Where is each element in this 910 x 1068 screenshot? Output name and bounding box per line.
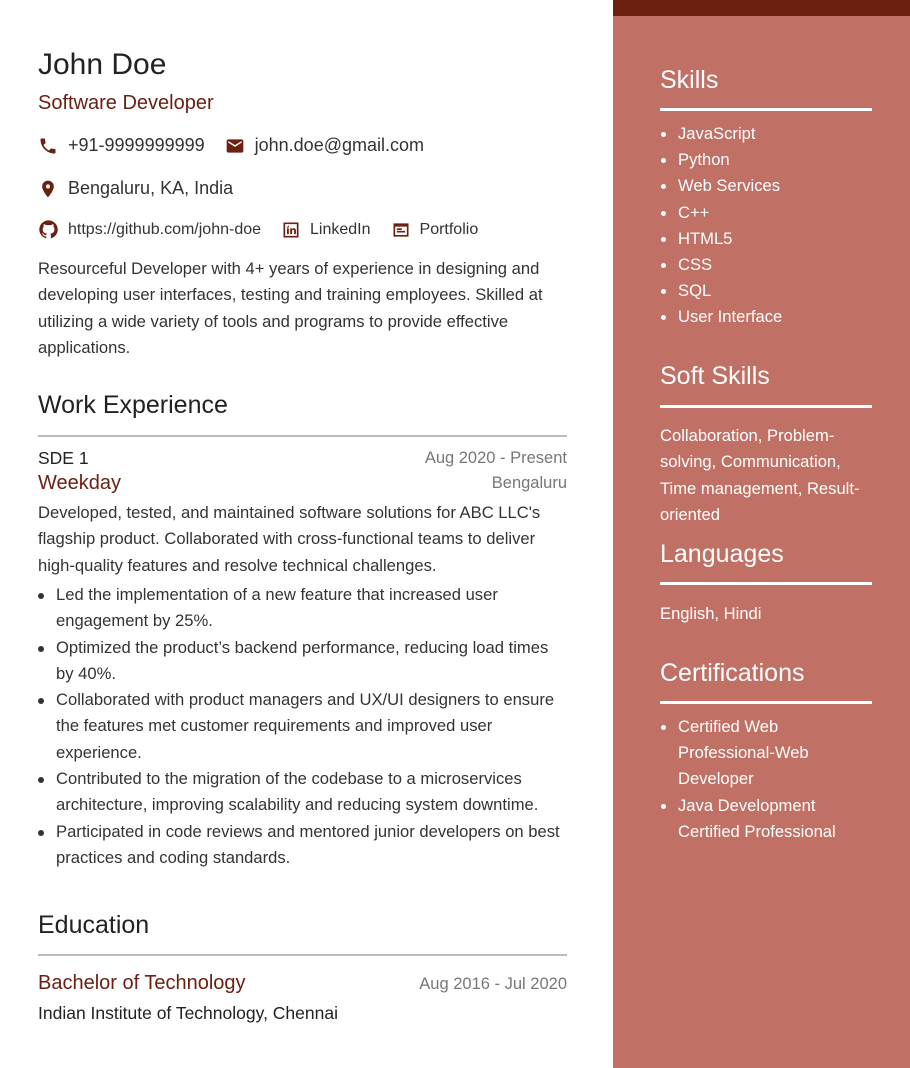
- languages-heading: Languages: [660, 540, 784, 568]
- sidebar: [613, 0, 910, 1068]
- soft-skills-heading: Soft Skills: [660, 362, 770, 390]
- list-item: C++: [660, 200, 872, 226]
- education-heading: Education: [38, 911, 150, 939]
- education-school: Indian Institute of Technology, Chennai: [38, 1003, 338, 1023]
- certifications-divider: [660, 701, 872, 704]
- languages-divider: [660, 582, 872, 585]
- list-item: Participated in code reviews and mentored junior developers on best practices and coding standards.: [38, 819, 568, 872]
- work-experience-divider: [38, 435, 567, 437]
- list-item: Java Development Certified Professional: [660, 793, 872, 845]
- education-dates: Aug 2016 - Jul 2020: [419, 975, 567, 993]
- certifications-list: [660, 714, 872, 845]
- email-contact[interactable]: [225, 135, 424, 156]
- job-dates: Aug 2020 - Present: [424, 449, 567, 467]
- contact-row-1: [38, 135, 444, 156]
- work-experience-heading: Work Experience: [38, 391, 228, 419]
- list-item: Optimized the product’s backend performance, reducing load times by 40%.: [38, 635, 568, 688]
- github-link[interactable]: [38, 219, 261, 240]
- contact-row-2: [38, 178, 253, 199]
- list-item: User Interface: [660, 304, 872, 330]
- candidate-name: John Doe: [38, 48, 167, 81]
- list-item: Led the implementation of a new feature that increased user engagement by 25%.: [38, 582, 568, 635]
- portfolio-link[interactable]: [391, 220, 479, 240]
- list-item: Collaborated with product managers and UX/UI designers to ensure the features met customer requirements and improved user experience.: [38, 687, 568, 766]
- phone-contact: [38, 135, 205, 156]
- linkedin-icon: [281, 220, 301, 240]
- job-description: Developed, tested, and maintained software solutions for ABC LLC's flagship product. Collaborated with cross-functional teams to deliver high-quality features and resolve technical challenges.: [38, 503, 541, 575]
- portfolio-window-icon: [391, 220, 411, 240]
- contact-row-3: [38, 219, 498, 240]
- list-item: Certified Web Professional-Web Developer: [660, 714, 872, 793]
- list-item: CSS: [660, 252, 872, 278]
- linkedin-text[interactable]: LinkedIn: [310, 220, 371, 238]
- list-item: JavaScript: [660, 121, 872, 147]
- job-location: Bengaluru: [491, 474, 567, 492]
- location-pin-icon: [38, 179, 58, 199]
- github-icon: [38, 219, 59, 240]
- location-contact: [38, 178, 233, 199]
- skills-list: [660, 121, 872, 331]
- list-item: Contributed to the migration of the codebase to a microservices architecture, improving scalability and reducing system downtime.: [38, 766, 568, 819]
- skills-heading: Skills: [660, 66, 719, 94]
- education-degree: Bachelor of Technology: [38, 972, 246, 994]
- list-item: Web Services: [660, 173, 872, 199]
- skills-divider: [660, 108, 872, 111]
- portfolio-text[interactable]: Portfolio: [419, 220, 479, 238]
- mail-icon: [225, 136, 245, 156]
- list-item: Python: [660, 147, 872, 173]
- soft-skills-text: Collaboration, Problem-solving, Communication, Time management, Result-oriented: [660, 426, 860, 524]
- phone-text: +91-9999999999: [68, 135, 205, 155]
- email-text[interactable]: john.doe@gmail.com: [254, 135, 424, 155]
- github-text[interactable]: https://github.com/john-doe: [68, 220, 262, 238]
- linkedin-link[interactable]: [281, 220, 371, 240]
- location-text: Bengaluru, KA, India: [68, 178, 234, 198]
- education-divider: [38, 954, 567, 956]
- certifications-heading: Certifications: [660, 659, 805, 687]
- list-item: HTML5: [660, 226, 872, 252]
- job-highlights: [38, 582, 568, 871]
- phone-icon: [38, 136, 58, 156]
- sidebar-top-band: [613, 0, 910, 16]
- candidate-role: Software Developer: [38, 92, 214, 114]
- list-item: SQL: [660, 278, 872, 304]
- profile-summary: Resourceful Developer with 4+ years of experience in designing and developing user interfaces, testing and training employees. Skilled at utilizing a wide variety of tools and programs to provide effective applications.: [38, 259, 543, 357]
- languages-text: English, Hindi: [660, 604, 762, 623]
- job-company: Weekday: [38, 472, 122, 494]
- soft-skills-divider: [660, 405, 872, 408]
- job-position: SDE 1: [38, 448, 89, 468]
